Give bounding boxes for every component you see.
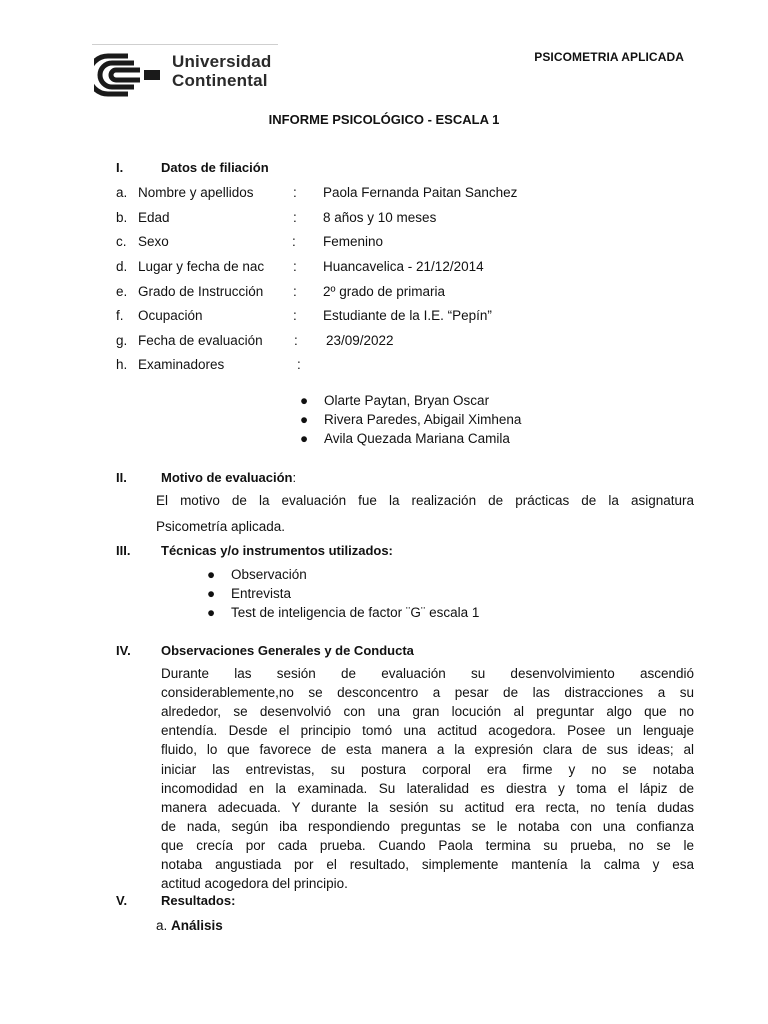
section-4-number: IV.	[116, 643, 131, 658]
observation-line: incomodidad en la examinada. Su lateralidad es diestra y toma el lápiz de	[161, 780, 694, 796]
filiation-label: Lugar y fecha de nac	[138, 259, 265, 274]
examiner-name: Avila Quezada Mariana Camila	[324, 431, 510, 446]
filiation-label: Edad	[138, 210, 170, 225]
examiner-name: Olarte Paytan, Bryan Oscar	[324, 393, 490, 408]
motivo-line-1: El motivo de la evaluación fue la realización de prácticas de la asignatura	[156, 493, 694, 508]
observation-line: entendía. Desde el principio tomó una actitud acogedora. Posee un lenguaje	[161, 723, 694, 739]
filiation-letter: f.	[116, 308, 124, 323]
technique-text: Entrevista	[231, 586, 292, 601]
bullet-icon: ●	[207, 586, 216, 601]
observation-line: notaba angustiada por el resultado, simplemente mantenía la calma y esa	[161, 857, 694, 872]
filiation-letter: g.	[116, 333, 128, 348]
filiation-label: Grado de Instrucción	[138, 284, 264, 299]
filiation-colon: :	[297, 357, 301, 372]
filiation-value: Femenino	[323, 234, 384, 249]
document-title: INFORME PSICOLÓGICO - ESCALA 1	[268, 112, 500, 127]
technique-item	[207, 586, 292, 601]
section-2-title	[161, 470, 296, 485]
examiner-name: Rivera Paredes, Abigail Ximhena	[324, 412, 522, 427]
logo-line-1: Universidad	[172, 52, 272, 71]
filiation-value: Paola Fernanda Paitan Sanchez	[323, 185, 518, 200]
section-3-title: Técnicas y/o instrumentos utilizados:	[161, 543, 393, 558]
filiation-letter: a.	[116, 185, 128, 200]
section-4-title: Observaciones Generales y de Conducta	[161, 643, 414, 658]
filiation-value: 8 años y 10 meses	[323, 210, 437, 225]
filiation-colon: :	[294, 333, 298, 348]
observation-line: de nada, según iba respondiendo preguntas se le notaba con una confianza	[161, 818, 694, 834]
section-3-number: III.	[116, 543, 131, 558]
motivo-line-2: Psicometría aplicada.	[156, 519, 286, 534]
technique-text: Observación	[231, 567, 307, 582]
section-1-title: Datos de filiación	[161, 160, 269, 175]
results-analysis-label: Análisis	[171, 918, 223, 933]
filiation-letter: d.	[116, 259, 128, 274]
section-2-title-text: Motivo de evaluación	[161, 470, 293, 485]
examiner-item	[300, 393, 490, 408]
results-analysis	[156, 918, 223, 933]
filiation-label: Ocupación	[138, 308, 203, 323]
filiation-letter: h.	[116, 357, 128, 372]
observation-line: considerablemente,no se desconcentro a pesar de las distracciones a su	[161, 685, 694, 701]
bullet-icon: ●	[207, 605, 216, 620]
logo-line-2: Continental	[172, 71, 268, 90]
results-analysis-letter: a.	[156, 918, 168, 933]
filiation-letter: e.	[116, 284, 128, 299]
logo-c-icon	[94, 52, 162, 98]
technique-text: Test de inteligencia de factor ¨G¨ escala 1	[231, 605, 480, 620]
filiation-letter: b.	[116, 210, 128, 225]
filiation-colon: :	[292, 234, 296, 249]
filiation-colon: :	[293, 308, 297, 323]
filiation-colon: :	[293, 185, 297, 200]
observation-line: iniciar las entrevistas, su postura corporal era firme y no se notaba	[161, 761, 694, 777]
filiation-value: 23/09/2022	[326, 333, 394, 348]
bullet-icon: ●	[207, 567, 216, 582]
filiation-label: Fecha de evaluación	[138, 333, 263, 348]
university-logo	[92, 44, 278, 102]
bullet-icon: ●	[300, 431, 309, 446]
filiation-colon: :	[293, 284, 297, 299]
filiation-label: Sexo	[138, 234, 169, 249]
bullet-icon: ●	[300, 412, 309, 427]
section-1-number: I.	[116, 160, 124, 175]
filiation-colon: :	[293, 210, 297, 225]
examiner-item	[300, 412, 522, 427]
technique-item	[207, 567, 307, 582]
filiation-letter: c.	[116, 234, 127, 249]
examiner-item	[300, 431, 510, 446]
filiation-colon: :	[293, 259, 297, 274]
observation-line: manera adecuada. Y durante la sesión su actitud era recta, no tenía dudas	[161, 799, 694, 815]
filiation-label: Nombre y apellidos	[138, 185, 254, 200]
section-2-title-colon: :	[292, 470, 297, 485]
filiation-value: 2º grado de primaria	[323, 284, 445, 299]
filiation-value: Estudiante de la I.E. “Pepín”	[323, 308, 492, 323]
course-header: PSICOMETRIA APLICADA	[534, 50, 684, 64]
observation-line: que crecía por cada prueba. Cuando Paola termina su prueba, no se le	[161, 837, 694, 853]
observation-line: alrededor, se desenvolvió con una gran locución al preguntar algo que no	[161, 704, 694, 720]
filiation-value: Huancavelica - 21/12/2014	[323, 259, 484, 274]
technique-item	[207, 605, 480, 620]
section-2-number: II.	[116, 470, 127, 485]
bullet-icon: ●	[300, 393, 309, 408]
observation-line: Durante las sesión de evaluación su desenvolvimiento ascendió	[161, 666, 694, 681]
observation-line: actitud acogedora del principio.	[161, 876, 348, 892]
section-5-title: Resultados:	[161, 893, 236, 908]
observation-line: fluido, lo que favorece de esta manera a la expresión clara de sus ideas; al	[161, 742, 694, 758]
section-5-number: V.	[116, 893, 128, 908]
filiation-label: Examinadores	[138, 357, 225, 372]
